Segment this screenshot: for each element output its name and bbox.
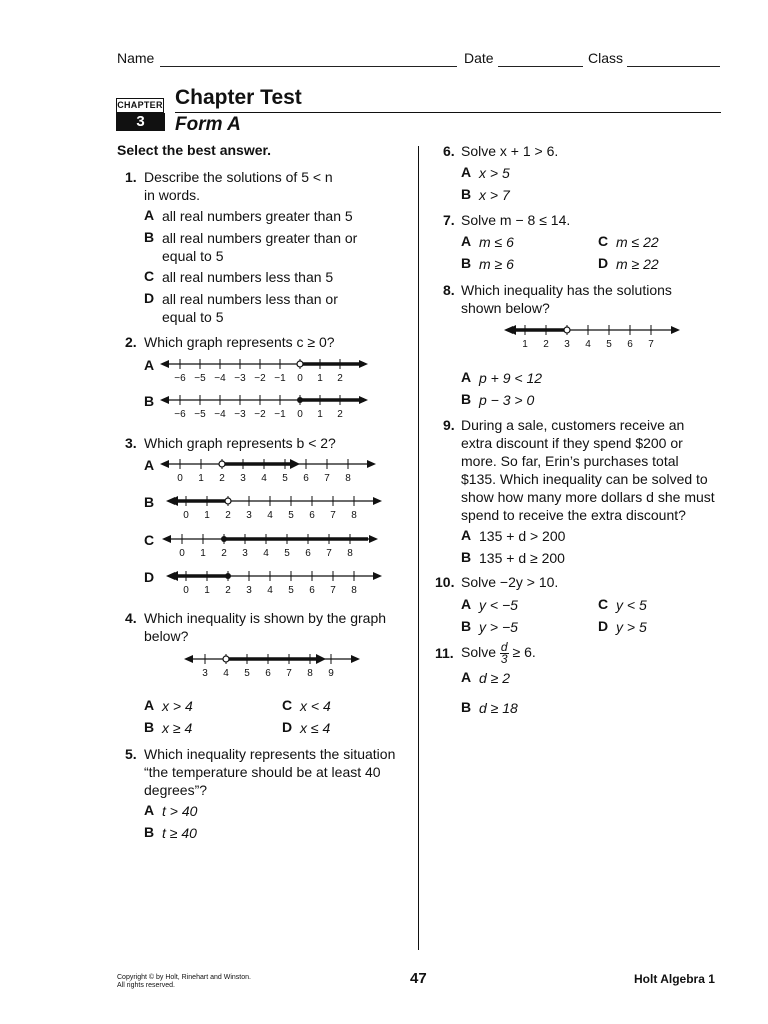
q5-text-line1: Which inequality represents the situation bbox=[144, 746, 396, 762]
q7-a-text: m ≤ 6 bbox=[479, 234, 514, 250]
column-divider bbox=[418, 146, 419, 950]
date-label: Date bbox=[464, 50, 494, 66]
q6-b-letter[interactable]: B bbox=[461, 186, 472, 202]
q3-a-tick-label-2: 2 bbox=[219, 473, 225, 484]
q9-line2: extra discount if they spend $200 or bbox=[461, 435, 683, 451]
q3-b-tick-label-2: 2 bbox=[225, 510, 231, 521]
q3-a-tick-label-8: 8 bbox=[345, 473, 351, 484]
q4-tick-label-2: 5 bbox=[244, 668, 250, 679]
q5-b-letter[interactable]: B bbox=[144, 824, 155, 840]
q3-a-tick-label-3: 3 bbox=[240, 473, 246, 484]
page-title: Chapter Test bbox=[175, 86, 302, 109]
q8-a-letter[interactable]: A bbox=[461, 369, 472, 385]
q3-c-tick-label-6: 6 bbox=[305, 548, 311, 559]
q4-tick-label-0: 3 bbox=[202, 668, 208, 679]
q11-text-prefix: Solve bbox=[461, 644, 497, 660]
q3-c-right-arrow bbox=[369, 535, 378, 543]
q3-d-tick-label-2: 2 bbox=[225, 585, 231, 596]
q6-a-text: x > 5 bbox=[479, 165, 510, 181]
form-subtitle: Form A bbox=[175, 114, 241, 135]
q10-b-letter[interactable]: B bbox=[461, 618, 472, 634]
q3-d-tick-label-0: 0 bbox=[183, 585, 189, 596]
q10-a-letter[interactable]: A bbox=[461, 596, 472, 612]
q2-a-tick-label-6: 0 bbox=[297, 373, 303, 384]
q2-b-left-arrow bbox=[160, 396, 169, 404]
q3-a-tick-label-6: 6 bbox=[303, 473, 309, 484]
q3-d-right-arrow bbox=[373, 572, 382, 580]
q3-b-tick-label-7: 7 bbox=[330, 510, 336, 521]
class-blank[interactable] bbox=[627, 66, 720, 67]
q8-b-letter[interactable]: B bbox=[461, 391, 472, 407]
q8-tick-label-4: 5 bbox=[606, 339, 612, 350]
q4-number-line bbox=[184, 650, 364, 680]
q3-d-tick-label-3: 3 bbox=[246, 585, 252, 596]
q7-a-letter[interactable]: A bbox=[461, 233, 472, 249]
q2-b-tick-label-0: −6 bbox=[174, 409, 186, 420]
q10-text: Solve −2y > 10. bbox=[461, 574, 559, 590]
q2-a-left-arrow bbox=[160, 360, 169, 368]
q3-a-letter[interactable]: A bbox=[144, 457, 155, 473]
q9-line3: more. So far, Erin’s purchases total bbox=[461, 453, 679, 469]
q2-b-tick-label-8: 2 bbox=[337, 409, 343, 420]
q4-c-text: x < 4 bbox=[300, 698, 331, 714]
q1-text-line2: in words. bbox=[144, 187, 201, 203]
q2-b-tick-label-3: −3 bbox=[234, 409, 246, 420]
copyright bbox=[117, 974, 251, 990]
q11-number: 11. bbox=[435, 645, 454, 661]
q8-right-arrow bbox=[671, 326, 680, 334]
q3-b-open-dot bbox=[225, 498, 231, 504]
q4-segment-arrow bbox=[316, 654, 326, 664]
chapter-label: CHAPTER bbox=[116, 98, 164, 113]
q3-b-tick-label-5: 5 bbox=[288, 510, 294, 521]
q2-b-tick-label-4: −2 bbox=[254, 409, 266, 420]
q3-c-left-arrow bbox=[162, 535, 171, 543]
q9-number: 9. bbox=[443, 417, 455, 433]
q2-a-tick-label-7: 1 bbox=[317, 373, 323, 384]
q5-number: 5. bbox=[125, 746, 137, 762]
copyright-line2: All rights reserved. bbox=[117, 982, 175, 989]
q9-b-letter[interactable]: B bbox=[461, 549, 472, 565]
q3-c-tick-label-1: 1 bbox=[200, 548, 206, 559]
q3-d-tick-label-6: 6 bbox=[309, 585, 315, 596]
q10-d-letter[interactable]: D bbox=[598, 618, 609, 634]
q3-c-tick-label-0: 0 bbox=[179, 548, 185, 559]
q3-c-tick-label-2: 2 bbox=[221, 548, 227, 559]
q7-b-text: m ≥ 6 bbox=[479, 256, 514, 272]
chapter-number: 3 bbox=[116, 113, 165, 131]
q8-tick-label-2: 3 bbox=[564, 339, 570, 350]
q10-c-text: y < 5 bbox=[616, 597, 647, 613]
q11-a-text: d ≥ 2 bbox=[479, 670, 511, 686]
q2-number: 2. bbox=[125, 334, 137, 350]
book-title: Holt Algebra 1 bbox=[634, 972, 715, 986]
q4-tick-label-6: 9 bbox=[328, 668, 334, 679]
name-blank[interactable] bbox=[160, 66, 457, 67]
q2-b-tick-label-5: −1 bbox=[274, 409, 286, 420]
q1-d-text-line2: equal to 5 bbox=[162, 309, 224, 325]
q10-b-text: y > −5 bbox=[479, 619, 518, 635]
q6-text: Solve x + 1 > 6. bbox=[461, 143, 559, 159]
q3-number: 3. bbox=[125, 435, 137, 451]
q3-d-tick-label-7: 7 bbox=[330, 585, 336, 596]
q8-tick-label-3: 4 bbox=[585, 339, 591, 350]
q8-text-line2: shown below? bbox=[461, 300, 550, 316]
q5-text-line2: “the temperature should be at least 40 bbox=[144, 764, 381, 780]
q11-text-suffix: ≥ 6. bbox=[512, 644, 536, 660]
q4-number: 4. bbox=[125, 610, 137, 626]
q3-d-closed-dot bbox=[225, 573, 231, 579]
name-label: Name bbox=[117, 50, 155, 66]
q5-b-text: t ≥ 40 bbox=[162, 825, 197, 841]
q3-a-tick-label-4: 4 bbox=[261, 473, 267, 484]
q4-left-arrow bbox=[184, 655, 193, 663]
q4-tick-label-3: 6 bbox=[265, 668, 271, 679]
q1-d-letter[interactable]: D bbox=[144, 290, 155, 306]
q3-c-letter[interactable]: C bbox=[144, 532, 155, 548]
q1-d-text-line1: all real numbers less than or bbox=[162, 291, 338, 307]
q4-b-letter[interactable]: B bbox=[144, 719, 155, 735]
q2-b-tick-label-7: 1 bbox=[317, 409, 323, 420]
q3-b-right-arrow bbox=[373, 497, 382, 505]
q4-d-text: x ≤ 4 bbox=[300, 720, 331, 736]
q8-number-line bbox=[504, 321, 684, 351]
q7-c-text: m ≤ 22 bbox=[616, 234, 659, 250]
q4-right-arrow bbox=[351, 655, 360, 663]
q7-b-letter[interactable]: B bbox=[461, 255, 472, 271]
q2-a-tick-label-5: −1 bbox=[274, 373, 286, 384]
q2-a-open-dot bbox=[297, 361, 303, 367]
q3-c-tick-label-5: 5 bbox=[284, 548, 290, 559]
q1-a-text: all real numbers greater than 5 bbox=[162, 208, 353, 224]
q2-text: Which graph represents c ≥ 0? bbox=[144, 334, 335, 350]
q3-b-tick-label-4: 4 bbox=[267, 510, 273, 521]
q7-text: Solve m − 8 ≤ 14. bbox=[461, 212, 571, 228]
q1-text-line1: Describe the solutions of 5 < n bbox=[144, 169, 333, 185]
q3-a-segment-arrow bbox=[290, 459, 300, 469]
q3-c-tick-label-7: 7 bbox=[326, 548, 332, 559]
instructions: Select the best answer. bbox=[117, 142, 272, 158]
q4-a-text: x > 4 bbox=[162, 698, 193, 714]
q4-text-line2: below? bbox=[144, 628, 189, 644]
q4-tick-label-1: 4 bbox=[223, 668, 229, 679]
q1-c-letter[interactable]: C bbox=[144, 268, 155, 284]
page-number: 47 bbox=[410, 970, 427, 987]
q11-fraction bbox=[500, 639, 509, 666]
q3-b-tick-label-8: 8 bbox=[351, 510, 357, 521]
q4-open-dot bbox=[223, 656, 229, 662]
class-label: Class bbox=[588, 50, 624, 66]
q4-a-letter[interactable]: A bbox=[144, 697, 155, 713]
q2-b-tick-label-6: 0 bbox=[297, 409, 303, 420]
q11-a-letter[interactable]: A bbox=[461, 669, 472, 685]
q9-a-text: 135 + d > 200 bbox=[479, 528, 566, 544]
q3-text: Which graph represents b < 2? bbox=[144, 435, 336, 451]
q8-text-line1: Which inequality has the solutions bbox=[461, 282, 672, 298]
q3-b-tick-label-3: 3 bbox=[246, 510, 252, 521]
q3-a-right-arrow bbox=[367, 460, 376, 468]
q3-a-number-line bbox=[160, 455, 380, 485]
q4-text-line1: Which inequality is shown by the graph bbox=[144, 610, 387, 626]
q6-number: 6. bbox=[443, 143, 455, 159]
q1-b-text-line1: all real numbers greater than or bbox=[162, 230, 358, 246]
q3-b-ray-arrow bbox=[168, 496, 178, 506]
q11-frac-num: d bbox=[500, 639, 508, 654]
q8-tick-label-6: 7 bbox=[648, 339, 654, 350]
q3-c-tick-label-4: 4 bbox=[263, 548, 269, 559]
q2-a-tick-label-8: 2 bbox=[337, 373, 343, 384]
q3-d-ray-arrow bbox=[168, 571, 178, 581]
q7-c-letter[interactable]: C bbox=[598, 233, 609, 249]
q8-number: 8. bbox=[443, 282, 455, 298]
q5-text-line3: degrees”? bbox=[144, 782, 208, 798]
q9-a-letter[interactable]: A bbox=[461, 527, 472, 543]
q3-c-closed-dot bbox=[221, 536, 227, 542]
copyright-line1: Copyright © by Holt, Rinehart and Winston. bbox=[117, 974, 251, 981]
q1-b-text-line2: equal to 5 bbox=[162, 248, 224, 264]
q3-a-open-dot bbox=[219, 461, 225, 467]
q8-open-dot bbox=[564, 327, 570, 333]
q4-tick-label-5: 8 bbox=[307, 668, 313, 679]
q9-line1: During a sale, customers receive an bbox=[461, 417, 685, 433]
q6-a-letter[interactable]: A bbox=[461, 164, 472, 180]
q2-b-tick-label-2: −4 bbox=[214, 409, 226, 420]
q8-ray-arrow bbox=[506, 325, 516, 335]
q2-a-letter[interactable]: A bbox=[144, 357, 155, 373]
q3-a-tick-label-0: 0 bbox=[177, 473, 183, 484]
q1-b-letter[interactable]: B bbox=[144, 229, 155, 245]
q3-d-number-line bbox=[166, 567, 386, 597]
q9-b-text: 135 + d ≥ 200 bbox=[479, 550, 565, 566]
q3-d-letter[interactable]: D bbox=[144, 569, 155, 585]
q2-b-number-line bbox=[160, 391, 372, 421]
q3-c-tick-label-8: 8 bbox=[347, 548, 353, 559]
q3-b-tick-label-0: 0 bbox=[183, 510, 189, 521]
q7-d-text: m ≥ 22 bbox=[616, 256, 659, 272]
q8-tick-label-0: 1 bbox=[522, 339, 528, 350]
q8-tick-label-5: 6 bbox=[627, 339, 633, 350]
q3-a-tick-label-1: 1 bbox=[198, 473, 204, 484]
q4-d-letter[interactable]: D bbox=[282, 719, 293, 735]
q3-a-tick-label-7: 7 bbox=[324, 473, 330, 484]
q2-a-tick-label-0: −6 bbox=[174, 373, 186, 384]
q2-a-tick-label-1: −5 bbox=[194, 373, 206, 384]
q3-d-tick-label-5: 5 bbox=[288, 585, 294, 596]
q3-b-letter[interactable]: B bbox=[144, 494, 155, 510]
q7-d-letter[interactable]: D bbox=[598, 255, 609, 271]
q3-b-tick-label-1: 1 bbox=[204, 510, 210, 521]
q9-line5: show how many more dollars d she must bbox=[461, 489, 715, 505]
q10-a-text: y < −5 bbox=[479, 597, 518, 613]
q9-line4: $135. Which inequality can be solved to bbox=[461, 471, 708, 487]
q2-a-tick-label-2: −4 bbox=[214, 373, 226, 384]
q4-c-letter[interactable]: C bbox=[282, 697, 293, 713]
q1-a-letter[interactable]: A bbox=[144, 207, 155, 223]
q11-text bbox=[461, 638, 536, 666]
q2-a-tick-label-3: −3 bbox=[234, 373, 246, 384]
q11-b-text: d ≥ 18 bbox=[479, 700, 518, 716]
q4-b-text: x ≥ 4 bbox=[162, 720, 193, 736]
title-rule bbox=[175, 112, 721, 113]
q11-b-letter[interactable]: B bbox=[461, 699, 472, 715]
q2-b-closed-dot bbox=[297, 397, 303, 403]
q3-b-number-line bbox=[166, 492, 386, 522]
q8-a-text: p + 9 < 12 bbox=[479, 370, 543, 386]
q1-c-text: all real numbers less than 5 bbox=[162, 269, 334, 285]
q3-a-left-arrow bbox=[160, 460, 169, 468]
q8-b-text: p − 3 > 0 bbox=[479, 392, 535, 408]
q3-c-number-line bbox=[162, 530, 382, 560]
q10-number: 10. bbox=[435, 574, 455, 590]
q11-frac-den: 3 bbox=[500, 651, 508, 666]
q10-d-text: y > 5 bbox=[616, 619, 647, 635]
q3-b-tick-label-6: 6 bbox=[309, 510, 315, 521]
q3-d-tick-label-8: 8 bbox=[351, 585, 357, 596]
q4-tick-label-4: 7 bbox=[286, 668, 292, 679]
q10-c-letter[interactable]: C bbox=[598, 596, 609, 612]
q3-d-tick-label-4: 4 bbox=[267, 585, 273, 596]
q2-b-tick-label-1: −5 bbox=[194, 409, 206, 420]
q5-a-letter[interactable]: A bbox=[144, 802, 155, 818]
q6-b-text: x > 7 bbox=[479, 187, 510, 203]
q2-a-number-line bbox=[160, 355, 372, 385]
q2-a-tick-label-4: −2 bbox=[254, 373, 266, 384]
q3-a-tick-label-5: 5 bbox=[282, 473, 288, 484]
q7-number: 7. bbox=[443, 212, 455, 228]
q2-b-letter[interactable]: B bbox=[144, 393, 155, 409]
q1-number: 1. bbox=[125, 169, 137, 185]
q3-c-tick-label-3: 3 bbox=[242, 548, 248, 559]
q3-d-tick-label-1: 1 bbox=[204, 585, 210, 596]
q9-line6: spend to receive the extra discount? bbox=[461, 507, 686, 523]
q8-tick-label-1: 2 bbox=[543, 339, 549, 350]
date-blank[interactable] bbox=[498, 66, 583, 67]
q5-a-text: t > 40 bbox=[162, 803, 198, 819]
